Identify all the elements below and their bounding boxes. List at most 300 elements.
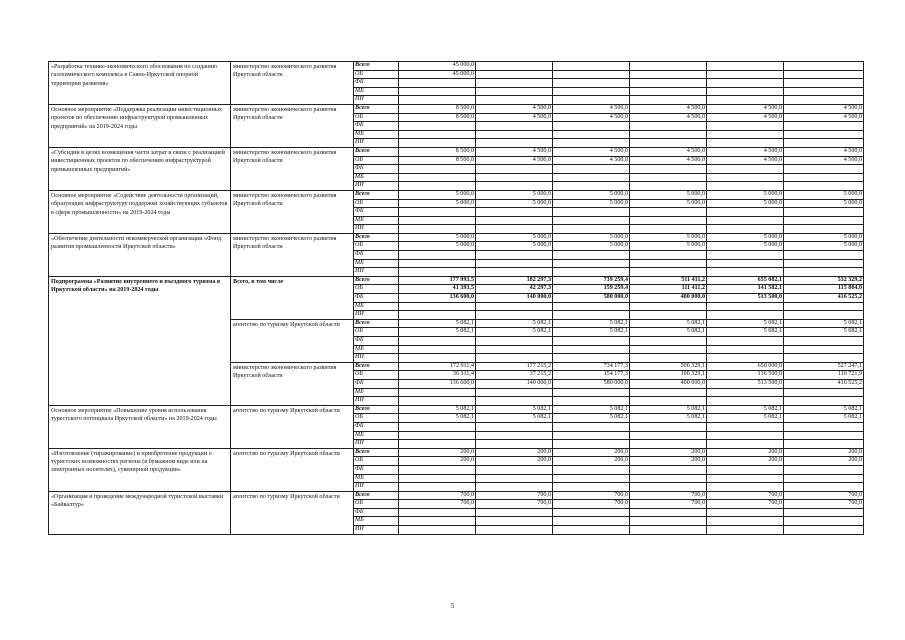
amount-cell: 650 000,0 (707, 362, 784, 371)
amount-cell: 159 259,4 (553, 285, 630, 294)
amount-cell (707, 526, 784, 535)
amount-cell (707, 508, 784, 517)
amount-cell (399, 431, 476, 440)
amount-cell: 513 500,0 (707, 294, 784, 303)
amount-cell (784, 508, 864, 517)
amount-cell: 739 259,4 (553, 276, 630, 285)
amount-cell (476, 483, 553, 492)
funding-source: Всего (354, 190, 399, 199)
amount-cell (784, 225, 864, 234)
amount-cell: 4 500,0 (476, 104, 553, 113)
amount-cell (476, 311, 553, 320)
amount-cell: 700,0 (553, 500, 630, 509)
amount-cell: 5 000,0 (707, 242, 784, 251)
amount-cell: 580 000,0 (553, 379, 630, 388)
amount-cell: 5 082,1 (707, 405, 784, 414)
funding-source: МБ (354, 302, 399, 311)
funding-source: ОБ (354, 113, 399, 122)
funding-source: ИИ (354, 311, 399, 320)
funding-source: ОБ (354, 328, 399, 337)
amount-cell (784, 431, 864, 440)
amount-cell (707, 122, 784, 131)
measure-name: «Изготовление (тиражирование) и приобретение продукции о туристских возможностях региона (в бумажном виде или на электронных носителях), сувенирной продукции» (49, 448, 231, 491)
amount-cell: 5 082,1 (399, 414, 476, 423)
amount-cell: 8 500,0 (399, 156, 476, 165)
amount-cell (707, 87, 784, 96)
amount-cell: 136 600,0 (399, 294, 476, 303)
amount-cell (476, 208, 553, 217)
page-number: 5 (450, 602, 455, 610)
amount-cell: 8 500,0 (399, 104, 476, 113)
amount-cell (399, 526, 476, 535)
amount-cell (476, 268, 553, 277)
amount-cell: 527 247,1 (784, 362, 864, 371)
amount-cell: 5 000,0 (553, 190, 630, 199)
amount-cell: 5 082,1 (630, 414, 707, 423)
amount-cell: 506 329,1 (630, 362, 707, 371)
amount-cell: 5 000,0 (553, 242, 630, 251)
amount-cell (399, 508, 476, 517)
amount-cell (476, 465, 553, 474)
amount-cell: 5 082,1 (784, 328, 864, 337)
amount-cell: 200,0 (707, 448, 784, 457)
amount-cell: 5 000,0 (476, 233, 553, 242)
amount-cell: 5 000,0 (630, 242, 707, 251)
amount-cell: 106 329,1 (630, 371, 707, 380)
funding-source: МБ (354, 87, 399, 96)
amount-cell: 5 082,1 (707, 319, 784, 328)
amount-cell (784, 165, 864, 174)
amount-cell: 5 082,1 (399, 328, 476, 337)
funding-source: МБ (354, 216, 399, 225)
amount-cell (784, 440, 864, 449)
amount-cell (476, 182, 553, 191)
funding-source: ФБ (354, 379, 399, 388)
amount-cell (553, 483, 630, 492)
amount-cell (630, 517, 707, 526)
amount-cell: 182 297,3 (476, 276, 553, 285)
amount-cell: 532 329,2 (784, 276, 864, 285)
amount-cell (476, 251, 553, 260)
amount-cell (399, 122, 476, 131)
executor-name: министерство экономического развития Иркутской области (231, 190, 354, 233)
amount-cell: 5 082,1 (630, 328, 707, 337)
amount-cell (476, 122, 553, 131)
amount-cell: 416 525,2 (784, 379, 864, 388)
measure-name: Подпрограмма «Развитие внутреннего и въездного туризма в Иркутской области» на 2019-2024 годы (49, 276, 231, 405)
executor-name: министерство экономического развития Иркутской области (231, 233, 354, 276)
amount-cell (476, 139, 553, 148)
amount-cell (630, 225, 707, 234)
amount-cell (553, 268, 630, 277)
amount-cell (553, 302, 630, 311)
amount-cell (784, 70, 864, 79)
amount-cell: 700,0 (630, 500, 707, 509)
amount-cell: 140 000,0 (476, 379, 553, 388)
amount-cell (707, 96, 784, 105)
amount-cell: 4 500,0 (707, 113, 784, 122)
amount-cell (630, 70, 707, 79)
amount-cell (476, 225, 553, 234)
amount-cell (476, 130, 553, 139)
amount-cell (630, 268, 707, 277)
amount-cell (399, 225, 476, 234)
funding-source: ОБ (354, 70, 399, 79)
amount-cell (630, 474, 707, 483)
amount-cell: 4 500,0 (553, 147, 630, 156)
amount-cell (553, 87, 630, 96)
amount-cell: 5 082,1 (476, 414, 553, 423)
amount-cell: 4 500,0 (630, 113, 707, 122)
amount-cell: 5 000,0 (707, 233, 784, 242)
amount-cell: 5 082,1 (630, 319, 707, 328)
funding-source: ИИ (354, 397, 399, 406)
amount-cell (630, 165, 707, 174)
amount-cell (553, 251, 630, 260)
amount-cell (399, 311, 476, 320)
amount-cell (630, 337, 707, 346)
amount-cell (399, 345, 476, 354)
budget-document (48, 61, 863, 535)
funding-source: МБ (354, 388, 399, 397)
amount-cell (399, 79, 476, 88)
amount-cell (784, 139, 864, 148)
amount-cell (553, 431, 630, 440)
amount-cell (476, 165, 553, 174)
amount-cell (399, 208, 476, 217)
amount-cell: 5 082,1 (399, 405, 476, 414)
funding-source: ИИ (354, 526, 399, 535)
amount-cell (399, 259, 476, 268)
amount-cell: 4 500,0 (707, 156, 784, 165)
table-row (49, 276, 864, 285)
amount-cell (399, 268, 476, 277)
amount-cell (553, 440, 630, 449)
amount-cell (399, 422, 476, 431)
amount-cell: 5 082,1 (399, 319, 476, 328)
amount-cell (707, 422, 784, 431)
amount-cell (399, 354, 476, 363)
funding-source: ИИ (354, 440, 399, 449)
amount-cell: 400 000,0 (630, 379, 707, 388)
amount-cell: 42 297,3 (476, 285, 553, 294)
amount-cell (553, 354, 630, 363)
funding-source: ИИ (354, 182, 399, 191)
amount-cell (476, 62, 553, 71)
funding-source: МБ (354, 431, 399, 440)
amount-cell (630, 130, 707, 139)
amount-cell (399, 483, 476, 492)
funding-source: ФБ (354, 294, 399, 303)
amount-cell (553, 79, 630, 88)
measure-name: Основное мероприятие «Поддержка реализации инвестиционных проектов по обеспечению инфраструктурой промышленных предприятий» на 2019-2024 годы (49, 104, 231, 147)
amount-cell: 5 082,1 (476, 319, 553, 328)
funding-source: ФБ (354, 337, 399, 346)
amount-cell: 700,0 (476, 500, 553, 509)
amount-cell: 200,0 (784, 448, 864, 457)
amount-cell: 4 500,0 (784, 113, 864, 122)
amount-cell (707, 62, 784, 71)
amount-cell: 200,0 (476, 448, 553, 457)
amount-cell: 5 082,1 (630, 405, 707, 414)
amount-cell (630, 96, 707, 105)
executor-name: агентство по туризму Иркутской области (231, 448, 354, 491)
amount-cell: 5 082,1 (553, 328, 630, 337)
amount-cell (399, 216, 476, 225)
amount-cell: 37 215,2 (476, 371, 553, 380)
funding-source: Всего (354, 319, 399, 328)
amount-cell (630, 251, 707, 260)
amount-cell (553, 465, 630, 474)
amount-cell: 136 500,0 (707, 371, 784, 380)
funding-source: ФБ (354, 465, 399, 474)
table-row (49, 448, 864, 457)
amount-cell: 580 000,0 (553, 294, 630, 303)
amount-cell: 5 082,1 (553, 405, 630, 414)
amount-cell (784, 173, 864, 182)
funding-source: МБ (354, 130, 399, 139)
amount-cell (707, 225, 784, 234)
amount-cell (630, 62, 707, 71)
amount-cell (707, 440, 784, 449)
amount-cell (784, 208, 864, 217)
amount-cell: 5 000,0 (784, 233, 864, 242)
amount-cell (476, 302, 553, 311)
funding-source: ОБ (354, 199, 399, 208)
funding-source: ИИ (354, 225, 399, 234)
amount-cell (707, 465, 784, 474)
amount-cell: 5 000,0 (553, 199, 630, 208)
measure-name: Основное мероприятие «Повышение уровня использования турестского потенциала Иркутской области» на 2019-2024 годы (49, 405, 231, 448)
amount-cell: 5 000,0 (399, 190, 476, 199)
amount-cell (707, 517, 784, 526)
amount-cell (399, 87, 476, 96)
amount-cell: 5 000,0 (784, 199, 864, 208)
amount-cell (707, 302, 784, 311)
amount-cell: 172 911,4 (399, 362, 476, 371)
amount-cell (399, 465, 476, 474)
amount-cell: 700,0 (553, 491, 630, 500)
amount-cell: 200,0 (707, 457, 784, 466)
amount-cell: 5 000,0 (707, 190, 784, 199)
amount-cell: 5 082,1 (476, 328, 553, 337)
amount-cell (553, 208, 630, 217)
amount-cell (784, 79, 864, 88)
amount-cell (553, 526, 630, 535)
amount-cell (399, 337, 476, 346)
amount-cell (630, 422, 707, 431)
amount-cell (707, 130, 784, 139)
amount-cell (630, 173, 707, 182)
amount-cell: 5 082,1 (707, 328, 784, 337)
amount-cell (784, 345, 864, 354)
amount-cell: 700,0 (399, 500, 476, 509)
amount-cell: 4 500,0 (553, 104, 630, 113)
amount-cell: 5 082,1 (553, 319, 630, 328)
funding-source: ИИ (354, 354, 399, 363)
amount-cell: 4 500,0 (553, 156, 630, 165)
amount-cell (784, 130, 864, 139)
amount-cell: 110 721,9 (784, 371, 864, 380)
amount-cell (553, 130, 630, 139)
amount-cell (630, 139, 707, 148)
amount-cell (707, 173, 784, 182)
amount-cell (630, 311, 707, 320)
executor-name: министерство экономического развития Иркутской области (231, 104, 354, 147)
amount-cell (784, 96, 864, 105)
amount-cell (784, 268, 864, 277)
amount-cell (476, 70, 553, 79)
amount-cell (476, 354, 553, 363)
funding-source: ОБ (354, 457, 399, 466)
funding-source: ИИ (354, 96, 399, 105)
amount-cell: 200,0 (399, 457, 476, 466)
amount-cell: 5 082,1 (784, 405, 864, 414)
amount-cell (476, 259, 553, 268)
amount-cell: 5 000,0 (399, 233, 476, 242)
funding-source: Всего (354, 276, 399, 285)
amount-cell (784, 216, 864, 225)
amount-cell (630, 465, 707, 474)
amount-cell (784, 302, 864, 311)
amount-cell: 36 311,4 (399, 371, 476, 380)
funding-source: Всего (354, 62, 399, 71)
funding-source: ИИ (354, 139, 399, 148)
executor-name: агентство по туризму Иркутской области (231, 319, 354, 362)
amount-cell (553, 139, 630, 148)
amount-cell (784, 87, 864, 96)
funding-source: ОБ (354, 156, 399, 165)
amount-cell: 45 000,0 (399, 62, 476, 71)
amount-cell: 115 804,0 (784, 285, 864, 294)
amount-cell: 111 411,2 (630, 285, 707, 294)
amount-cell (707, 79, 784, 88)
amount-cell: 5 000,0 (399, 199, 476, 208)
amount-cell: 154 177,3 (553, 371, 630, 380)
amount-cell (630, 397, 707, 406)
funding-source: ОБ (354, 500, 399, 509)
amount-cell (784, 251, 864, 260)
amount-cell: 734 177,3 (553, 362, 630, 371)
amount-cell (707, 182, 784, 191)
amount-cell: 45 000,0 (399, 70, 476, 79)
amount-cell: 5 000,0 (707, 199, 784, 208)
amount-cell (553, 216, 630, 225)
amount-cell: 177 993,5 (399, 276, 476, 285)
amount-cell: 4 500,0 (707, 104, 784, 113)
amount-cell (553, 225, 630, 234)
amount-cell (784, 422, 864, 431)
amount-cell: 700,0 (707, 491, 784, 500)
funding-source: МБ (354, 259, 399, 268)
amount-cell: 200,0 (784, 457, 864, 466)
table-row (49, 233, 864, 242)
amount-cell (784, 182, 864, 191)
amount-cell (399, 388, 476, 397)
amount-cell: 4 500,0 (707, 147, 784, 156)
amount-cell (399, 173, 476, 182)
amount-cell (476, 440, 553, 449)
amount-cell: 5 000,0 (553, 233, 630, 242)
amount-cell (399, 182, 476, 191)
amount-cell: 5 000,0 (630, 233, 707, 242)
amount-cell (630, 208, 707, 217)
funding-source: МБ (354, 474, 399, 483)
amount-cell: 4 500,0 (630, 156, 707, 165)
amount-cell (553, 259, 630, 268)
amount-cell (784, 397, 864, 406)
executor-name: министерство экономического развития Иркутской области (231, 62, 354, 105)
amount-cell: 5 000,0 (399, 242, 476, 251)
amount-cell (553, 62, 630, 71)
amount-cell (784, 526, 864, 535)
amount-cell (784, 311, 864, 320)
amount-cell (399, 440, 476, 449)
amount-cell: 200,0 (553, 448, 630, 457)
measure-name: «Субсидии в целях возмещения части затрат в связи с реализацией инвестиционных проектов по обеспечению инфраструктурой промышленных предприятий» (49, 147, 231, 190)
amount-cell (399, 474, 476, 483)
amount-cell: 513 500,0 (707, 379, 784, 388)
amount-cell (399, 139, 476, 148)
amount-cell (784, 465, 864, 474)
amount-cell (399, 517, 476, 526)
amount-cell: 41 393,5 (399, 285, 476, 294)
amount-cell: 177 215,2 (476, 362, 553, 371)
amount-cell (399, 302, 476, 311)
amount-cell (707, 337, 784, 346)
table-body (49, 62, 864, 535)
table-row (49, 147, 864, 156)
amount-cell: 4 500,0 (476, 147, 553, 156)
amount-cell: 200,0 (476, 457, 553, 466)
amount-cell: 5 000,0 (630, 199, 707, 208)
amount-cell (630, 508, 707, 517)
amount-cell: 5 000,0 (476, 190, 553, 199)
amount-cell: 5 000,0 (476, 242, 553, 251)
amount-cell (707, 431, 784, 440)
amount-cell (630, 302, 707, 311)
amount-cell (476, 173, 553, 182)
amount-cell (784, 483, 864, 492)
funding-source: Всего (354, 448, 399, 457)
amount-cell (476, 422, 553, 431)
amount-cell (553, 397, 630, 406)
amount-cell: 400 000,0 (630, 294, 707, 303)
measure-name: «Обеспечение деятельности некоммерческой организации «Фонд развития промышленности Иркутской области» (49, 233, 231, 276)
amount-cell (630, 440, 707, 449)
amount-cell (399, 130, 476, 139)
funding-source: ОБ (354, 242, 399, 251)
amount-cell (630, 79, 707, 88)
amount-cell (553, 96, 630, 105)
amount-cell (707, 216, 784, 225)
amount-cell: 5 082,1 (553, 414, 630, 423)
amount-cell (707, 139, 784, 148)
amount-cell (476, 526, 553, 535)
amount-cell: 5 000,0 (784, 190, 864, 199)
amount-cell (707, 268, 784, 277)
amount-cell: 700,0 (399, 491, 476, 500)
amount-cell: 700,0 (707, 500, 784, 509)
table-row (49, 62, 864, 71)
amount-cell (630, 259, 707, 268)
amount-cell (553, 122, 630, 131)
table-row (49, 190, 864, 199)
funding-source: ФБ (354, 79, 399, 88)
amount-cell (784, 62, 864, 71)
amount-cell (707, 259, 784, 268)
funding-source: ОБ (354, 371, 399, 380)
